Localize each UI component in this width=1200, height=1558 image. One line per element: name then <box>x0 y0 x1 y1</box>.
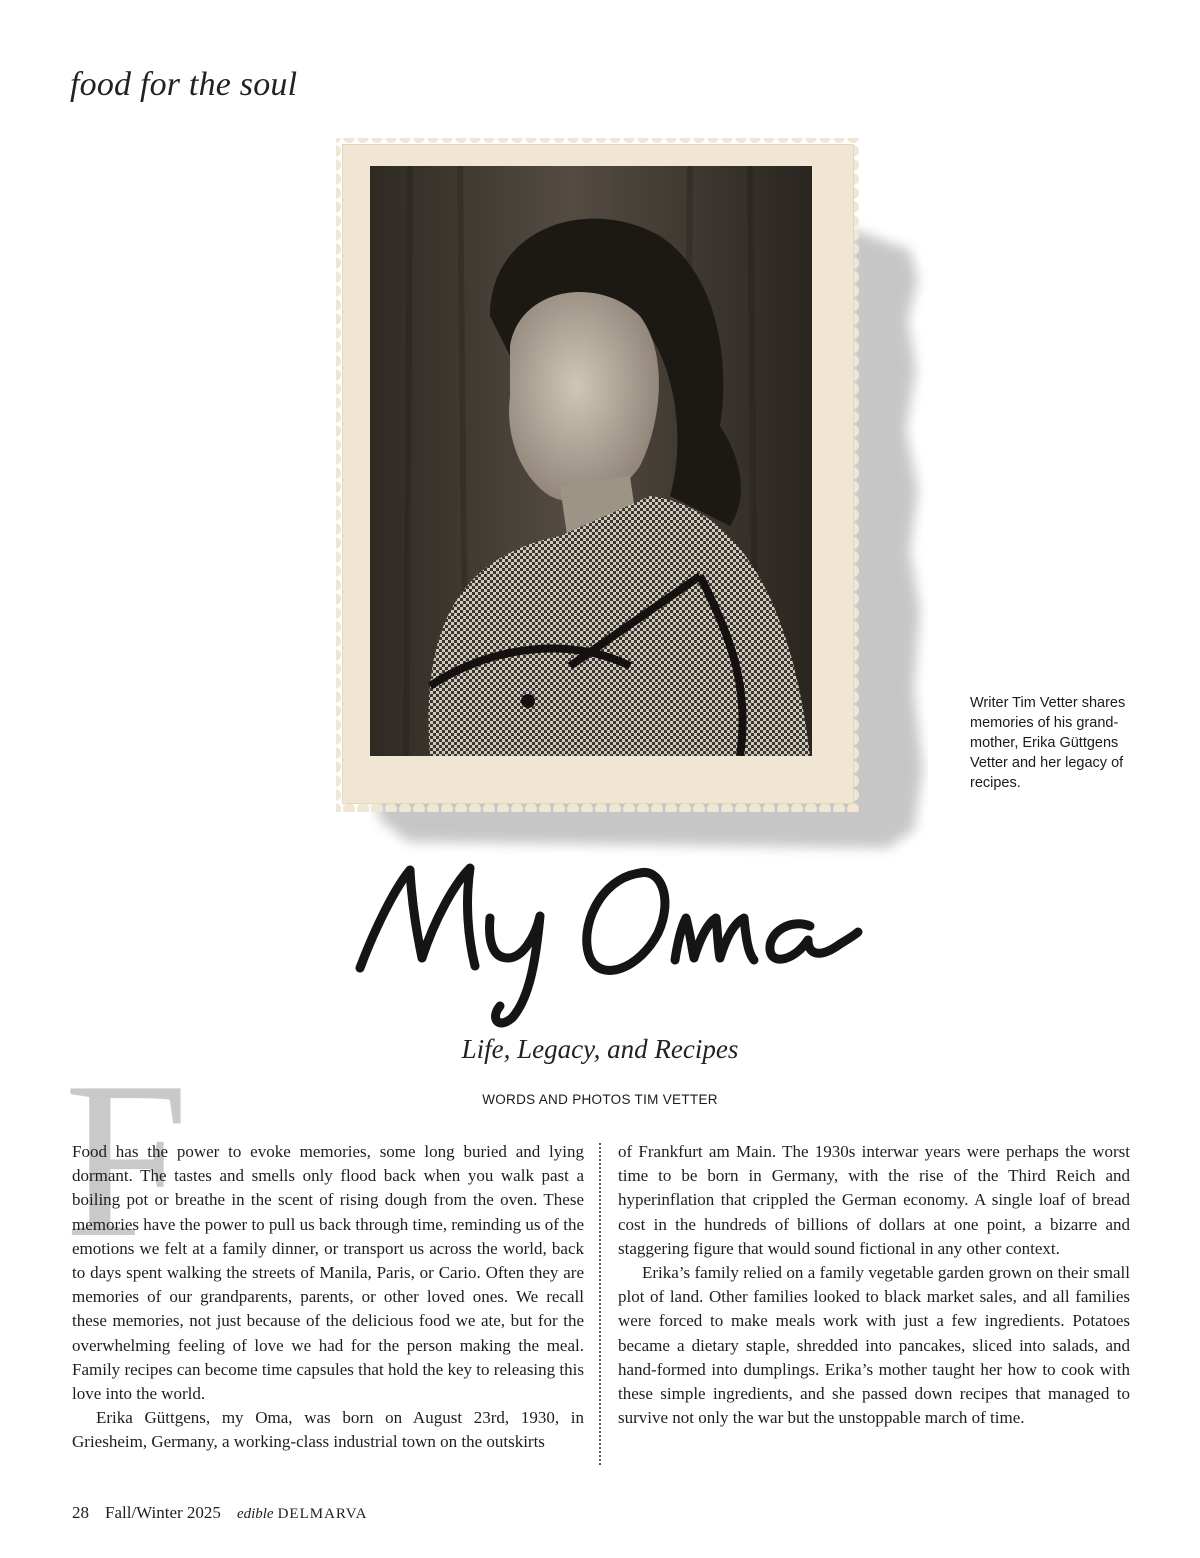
drop-cap: F <box>64 1036 189 1284</box>
portrait-image <box>370 166 812 756</box>
article-title <box>340 848 880 1028</box>
paragraph: Erika Güttgens, my Oma, was born on August 23rd, 1930, in Griesheim, Germany, a working-class industrial town on the outskirts <box>72 1408 584 1452</box>
article-subtitle: Life, Legacy, and Recipes <box>461 1034 739 1064</box>
article-column-right <box>618 1140 1130 1430</box>
title-text: My Oma <box>340 848 344 849</box>
vintage-photo <box>328 130 928 890</box>
byline: WORDS AND PHOTOS TIM VETTER <box>482 1092 718 1107</box>
page-number: 28 <box>72 1503 89 1522</box>
paragraph: Food has the power to evoke memories, some long buried and lying dormant. The tastes and smells only flood back when you walk past a boiling pot or breathe in the scent of rising dough from the oven. These memories have the power to pull us back through time, reminding us of the emotions we felt at a family dinner, or transport us across the world, back to days spent walking the streets of Manila, Paris, or Cario. Often they are memories of our grandparents, parents, or other loved ones. We recall these memories, not just because of the delicious food we ate, but for the overwhelming feeling of love we had for the person making the meal. Family recipes can become time capsules that hold the key to releasing this love into the world. <box>72 1142 584 1404</box>
page-footer <box>72 1503 367 1523</box>
publication-name-caps: DELMARVA <box>277 1506 368 1522</box>
paragraph: of Frankfurt am Main. The 1930s interwar years were perhaps the worst time to be born in Germany, with the rise of the Third Reich and hyperinflation that crippled the German economy. A single loaf of bread cost in the hundreds of billions of dollars at one point, a bizarre and staggering figure that would sound fictional in any other context. <box>618 1142 1130 1258</box>
article-column-left <box>72 1140 584 1455</box>
publication-name-italic: edible <box>236 1506 274 1522</box>
paragraph: Erika’s family relied on a family vegetable garden grown on their small plot of land. Other families looked to black market sales, and all families were forced to make meals work with just a few ingredients. Potatoes became a dietary staple, shredded into pancakes, sliced into salads, and hand-formed into dumplings. Erika’s mother taught her how to cook with these simple ingredients, and she passed down recipes that managed to survive not only the war but the unstoppable march of time. <box>618 1263 1130 1428</box>
issue-date: Fall/Winter 2025 <box>105 1503 221 1522</box>
section-label: food for the soul <box>70 66 298 103</box>
column-divider <box>599 1143 601 1465</box>
photo-caption: Writer Tim Vetter shares memories of his grand-mother, Erika Güttgens Vetter and her legacy of recipes. <box>970 695 1126 791</box>
photo-print <box>342 144 854 804</box>
